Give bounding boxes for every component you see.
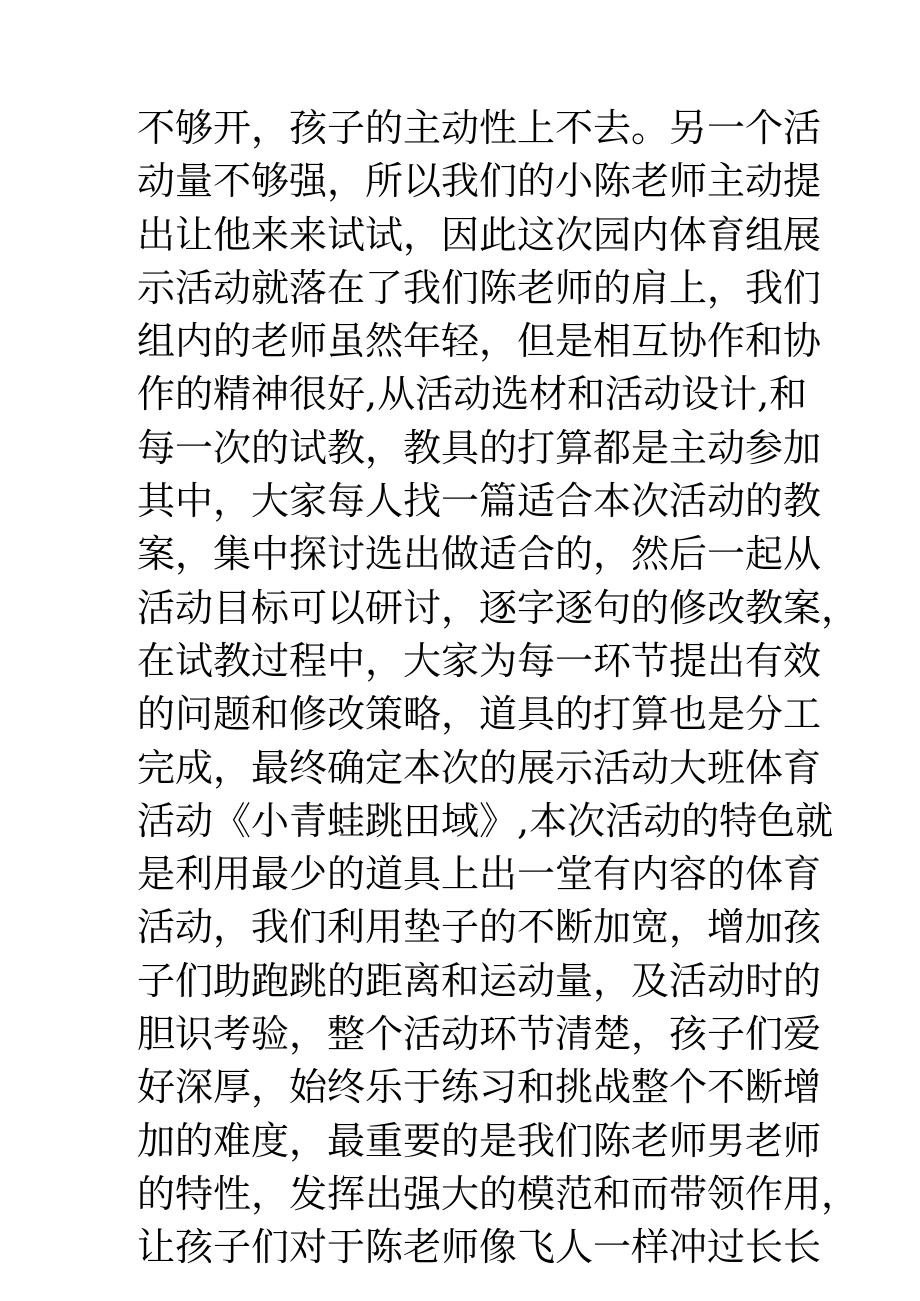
text-line: 让孩子们对于陈老师像飞人一样冲过长长	[137, 1225, 822, 1270]
text-line: 的问题和修改策略，道具的打算也是分工	[137, 692, 822, 737]
text-line: 作的精神很好,从活动选材和活动设计,和	[137, 372, 808, 417]
text-line: 组内的老师虽然年轻，但是相互协作和协	[137, 319, 822, 364]
text-line: 加的难度，最重要的是我们陈老师男老师	[137, 1118, 822, 1163]
body-text	[137, 102, 860, 1275]
text-line: 是利用最少的道具上出一堂有内容的体育	[137, 852, 822, 897]
text-line: 每一次的试教，教具的打算都是主动参加	[137, 425, 822, 470]
text-line: 出让他来来试试，因此这次园内体育组展	[137, 212, 822, 257]
text-line: 的特性，发挥出强大的模范和而带领作用，	[137, 1171, 860, 1216]
text-line: 好深厚，始终乐于练习和挑战整个不断增	[137, 1065, 822, 1110]
text-line: 不够开，孩子的主动性上不去。另一个活	[137, 106, 822, 150]
text-line: 示活动就落在了我们陈老师的肩上，我们	[137, 265, 822, 310]
text-line: 活动，我们利用垫子的不断加宽，增加孩	[137, 905, 822, 950]
text-line: 子们助跑跳的距离和运动量，及活动时的	[137, 958, 822, 1003]
text-line: 在试教过程中，大家为每一环节提出有效	[137, 638, 822, 683]
text-line: 活动《小青蛙跳田域》,本次活动的特色就	[137, 798, 834, 843]
text-line: 动量不够强，所以我们的小陈老师主动提	[137, 159, 822, 204]
text-line: 案，集中探讨选出做适合的，然后一起从	[137, 532, 822, 577]
text-line: 胆识考验，整个活动环节清楚，孩子们爱	[137, 1012, 822, 1057]
text-line: 活动目标可以研讨，逐字逐句的修改教案，	[137, 585, 860, 630]
text-line: 完成，最终确定本次的展示活动大班体育	[137, 745, 822, 790]
text-line: 其中，大家每人找一篇适合本次活动的教	[137, 479, 822, 524]
